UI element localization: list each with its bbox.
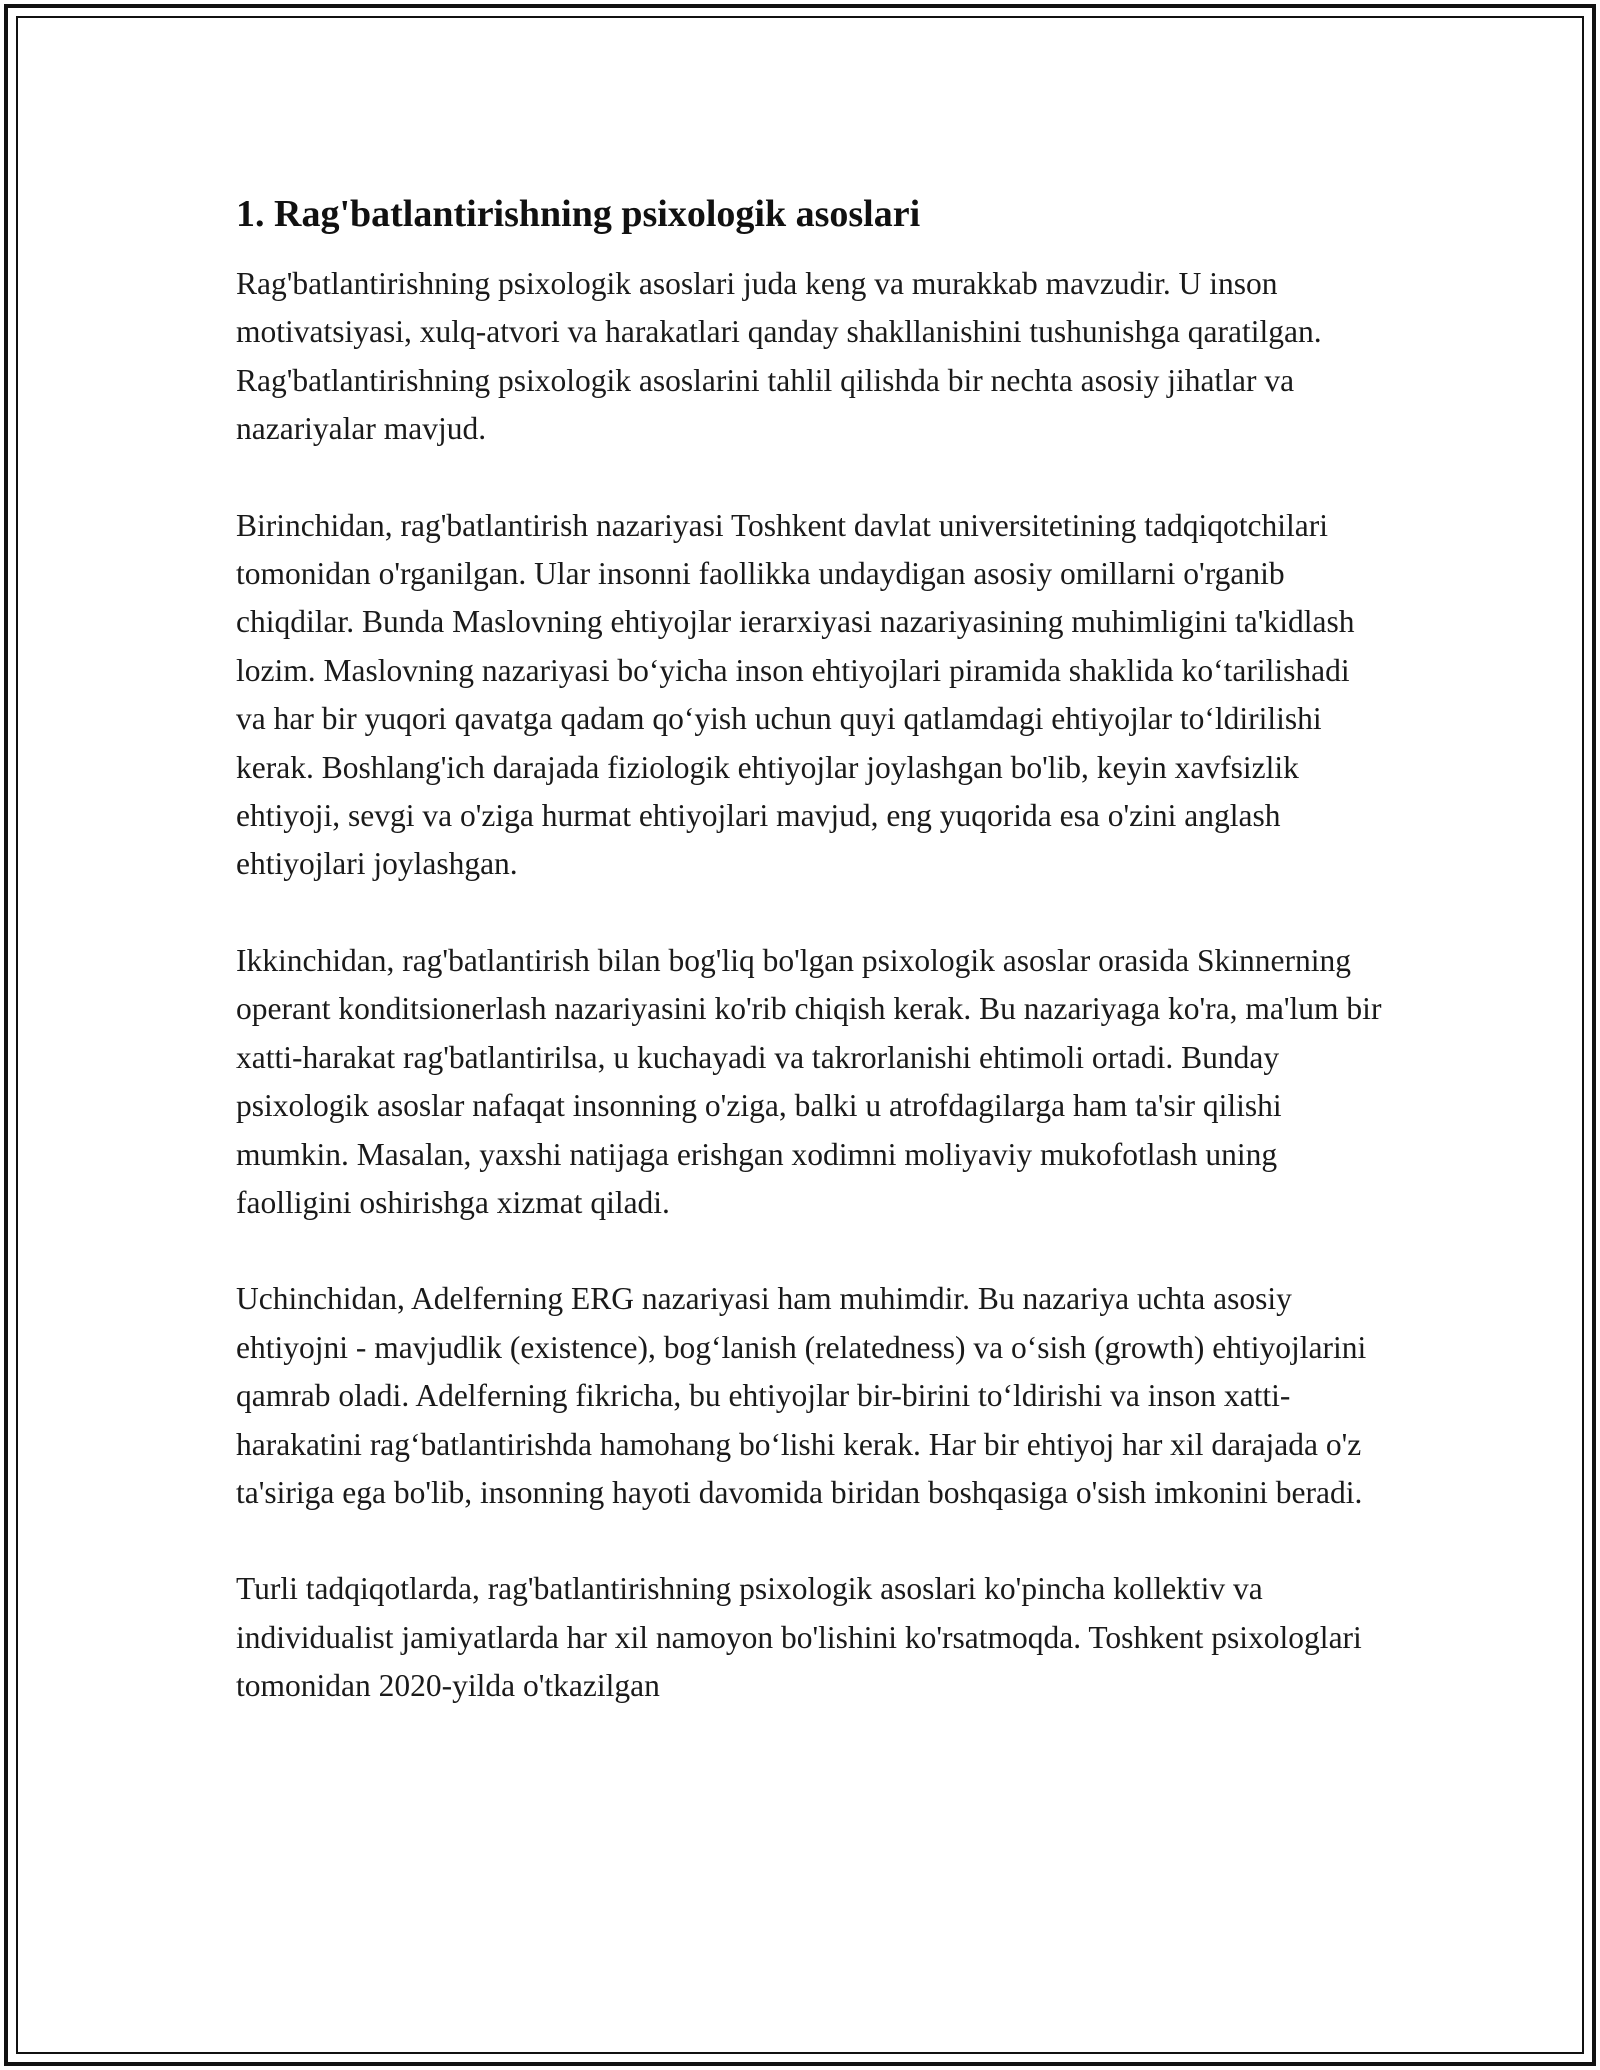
paragraph-skinner: Ikkinchidan, rag'batlantirish bilan bog'liq bo'lgan psixologik asoslar orasida Skinnerning operant konditsionerlash nazariyasini ko'rib chiqish kerak. Bu nazariyaga ko'ra, ma'lum bir xatti-harakat rag'batlantirilsa, u kuchayadi va takrorlanishi ehtimoli ortadi. Bunday psixologik asoslar nafaqat insonning o'ziga, balki u atrofdagilarga ham ta'sir qilishi mumkin. Masalan, yaxshi natijaga erishgan xodimni moliyaviy mukofotlash uning faolligini oshirishga xizmat qiladi.	[236, 942, 1382, 1220]
section-heading: 1. Rag'batlantirishning psixologik asoslari	[236, 193, 921, 235]
paragraph-maslow: Birinchidan, rag'batlantirish nazariyasi Toshkent davlat universitetining tadqiqotchilari tomonidan o'rganilgan. Ular insonni faollikka undaydigan asosiy omillarni o'rganib chiqdilar. Bunda Maslovning ehtiyojlar ierarxiyasi nazariyasining muhimligini ta'kidlash lozim. Maslovning nazariyasi bo‘yicha inson ehtiyojlari piramida shaklida ko‘tarilishadi va har bir yuqori qavatga qadam qo‘yish uchun quyi qatlamdagi ehtiyojlar to‘ldirilishi kerak. Boshlang'ich darajada fiziologik ehtiyojlar joylashgan bo'lib, keyin xavfsizlik ehtiyoji, sevgi va o'ziga hurmat ehtiyojlari mavjud, eng yuqorida esa o'zini anglash ehtiyojlari joylashgan.	[236, 507, 1355, 882]
paragraph-intro: Rag'batlantirishning psixologik asoslari juda keng va murakkab mavzudir. U inson motivatsiyasi, xulq-atvori va harakatlari qanday shakllanishini tushunishga qaratilgan. Rag'batlantirishning psixologik asoslarini tahlil qilishda bir nechta asosiy jihatlar va nazariyalar mavjud.	[236, 266, 1322, 447]
paragraph-erg: Uchinchidan, Adelferning ERG nazariyasi ham muhimdir. Bu nazariya uchta asosiy ehtiyojni - mavjudlik (existence), bog‘lanish (relatedness) va o‘sish (growth) ehtiyojlarini qamrab oladi. Adelferning fikricha, bu ehtiyojlar bir-birini to‘ldirishi va inson xatti-harakatini rag‘batlantirishda hamohang bo‘lishi kerak. Har bir ehtiyoj har xil darajada o'z ta'siriga ega bo'lib, insonning hayoti davomida biridan boshqasiga o'sish imkonini beradi.	[236, 1281, 1367, 1510]
document-body	[236, 188, 1384, 1759]
paragraph-research: Turli tadqiqotlarda, rag'batlantirishning psixologik asoslari ko'pincha kollektiv va individualist jamiyatlarda har xil namoyon bo'lishini ko'rsatmoqda. Toshkent psixologlari tomonidan 2020-yilda o'tkazilgan	[236, 1571, 1362, 1704]
